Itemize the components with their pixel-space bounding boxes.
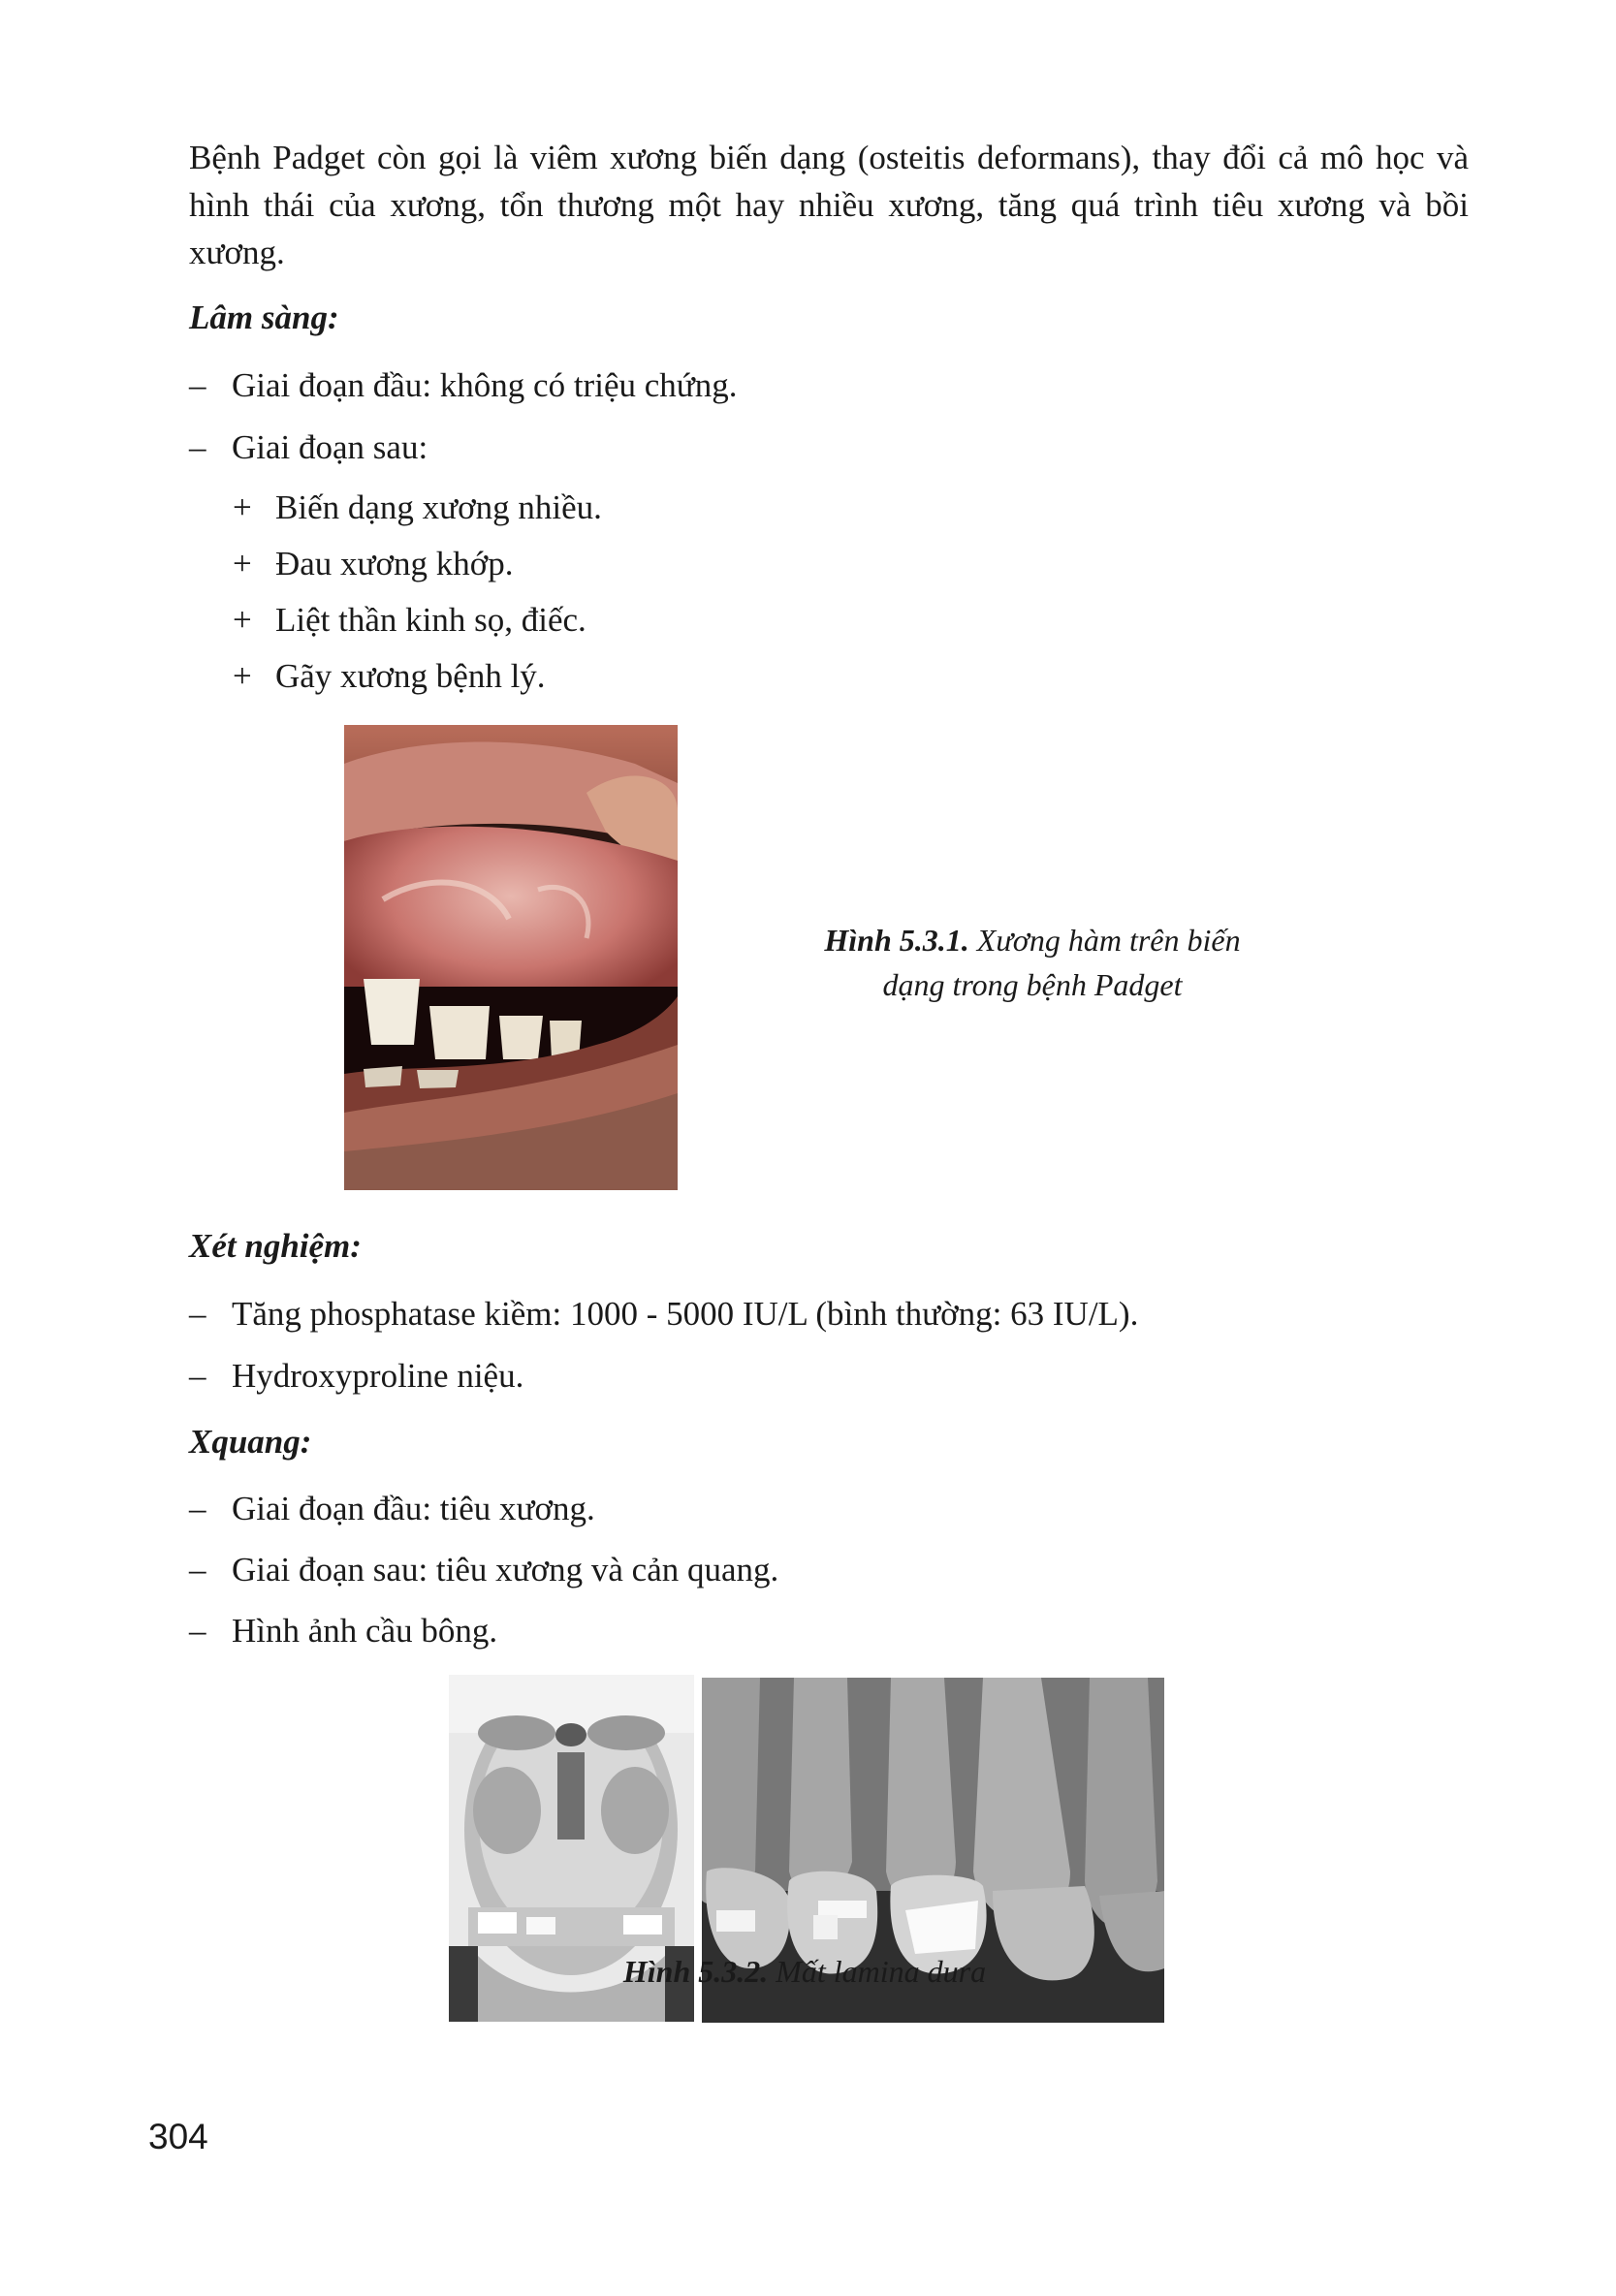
figure-caption: [809, 918, 1255, 1007]
dash-marker: –: [189, 1612, 206, 1650]
list-item: [189, 366, 737, 405]
dash-marker: –: [189, 1490, 206, 1527]
dash-marker: –: [189, 1357, 206, 1395]
plus-marker: +: [233, 601, 252, 639]
page-number: 304: [148, 2117, 208, 2156]
list-item: [189, 1357, 523, 1396]
dash-marker: –: [189, 366, 206, 404]
list-item: [189, 1295, 1138, 1334]
list-item-text: Giai đoạn đầu: không có triệu chứng.: [232, 366, 738, 404]
figure-caption-text: Mất lamina dura: [768, 1954, 987, 1989]
clinical-heading: Lâm sàng:: [189, 299, 339, 336]
sub-list-item: [233, 601, 586, 640]
list-item-text: Giai đoạn sau:: [232, 428, 428, 466]
list-item-text: Hydroxyproline niệu.: [232, 1357, 524, 1395]
plus-marker: +: [233, 545, 252, 582]
list-item: [189, 1551, 778, 1589]
figure-label: Hình 5.3.1.: [824, 923, 969, 958]
list-item: [189, 1490, 595, 1528]
list-item-text: Hình ảnh cầu bông.: [232, 1612, 498, 1650]
plus-marker: +: [233, 488, 252, 526]
list-item-text: Tăng phosphatase kiềm: 1000 - 5000 IU/L (bình thường: 63 IU/L).: [232, 1295, 1139, 1333]
list-item: [189, 1612, 497, 1651]
sub-list-item-text: Biến dạng xương nhiều.: [275, 488, 602, 526]
sub-list-item-text: Gãy xương bệnh lý.: [275, 657, 546, 695]
padget-maxilla-photo: [344, 725, 678, 1190]
sub-list-item-text: Đau xương khớp.: [275, 545, 514, 582]
figure-caption-text: dạng trong bệnh Padget: [882, 967, 1183, 1002]
intro-paragraph: Bệnh Padget còn gọi là viêm xương biến dạng (osteitis deformans), thay đổi cả mô học và hình thái của xương, tổn thương một hay nhiều xương, tăng quá trình tiêu xương và bồi xương.: [189, 139, 1469, 271]
plus-marker: +: [233, 657, 252, 695]
figure-label: Hình 5.3.2.: [622, 1954, 769, 1989]
dash-marker: –: [189, 1551, 206, 1588]
lab-heading: Xét nghiệm:: [189, 1227, 362, 1265]
dash-marker: –: [189, 428, 206, 466]
xray-heading: Xquang:: [189, 1423, 312, 1461]
sub-list-item: [233, 545, 514, 583]
figure-caption: [582, 1949, 1028, 1994]
dash-marker: –: [189, 1295, 206, 1333]
sub-list-item: [233, 657, 546, 696]
sub-list-item: [233, 488, 602, 527]
list-item-text: Giai đoạn sau: tiêu xương và cản quang.: [232, 1551, 779, 1588]
list-item: [189, 428, 428, 467]
sub-list-item-text: Liệt thần kinh sọ, điếc.: [275, 601, 586, 639]
list-item-text: Giai đoạn đầu: tiêu xương.: [232, 1490, 595, 1527]
figure-caption-text: Xương hàm trên biến: [968, 923, 1241, 958]
